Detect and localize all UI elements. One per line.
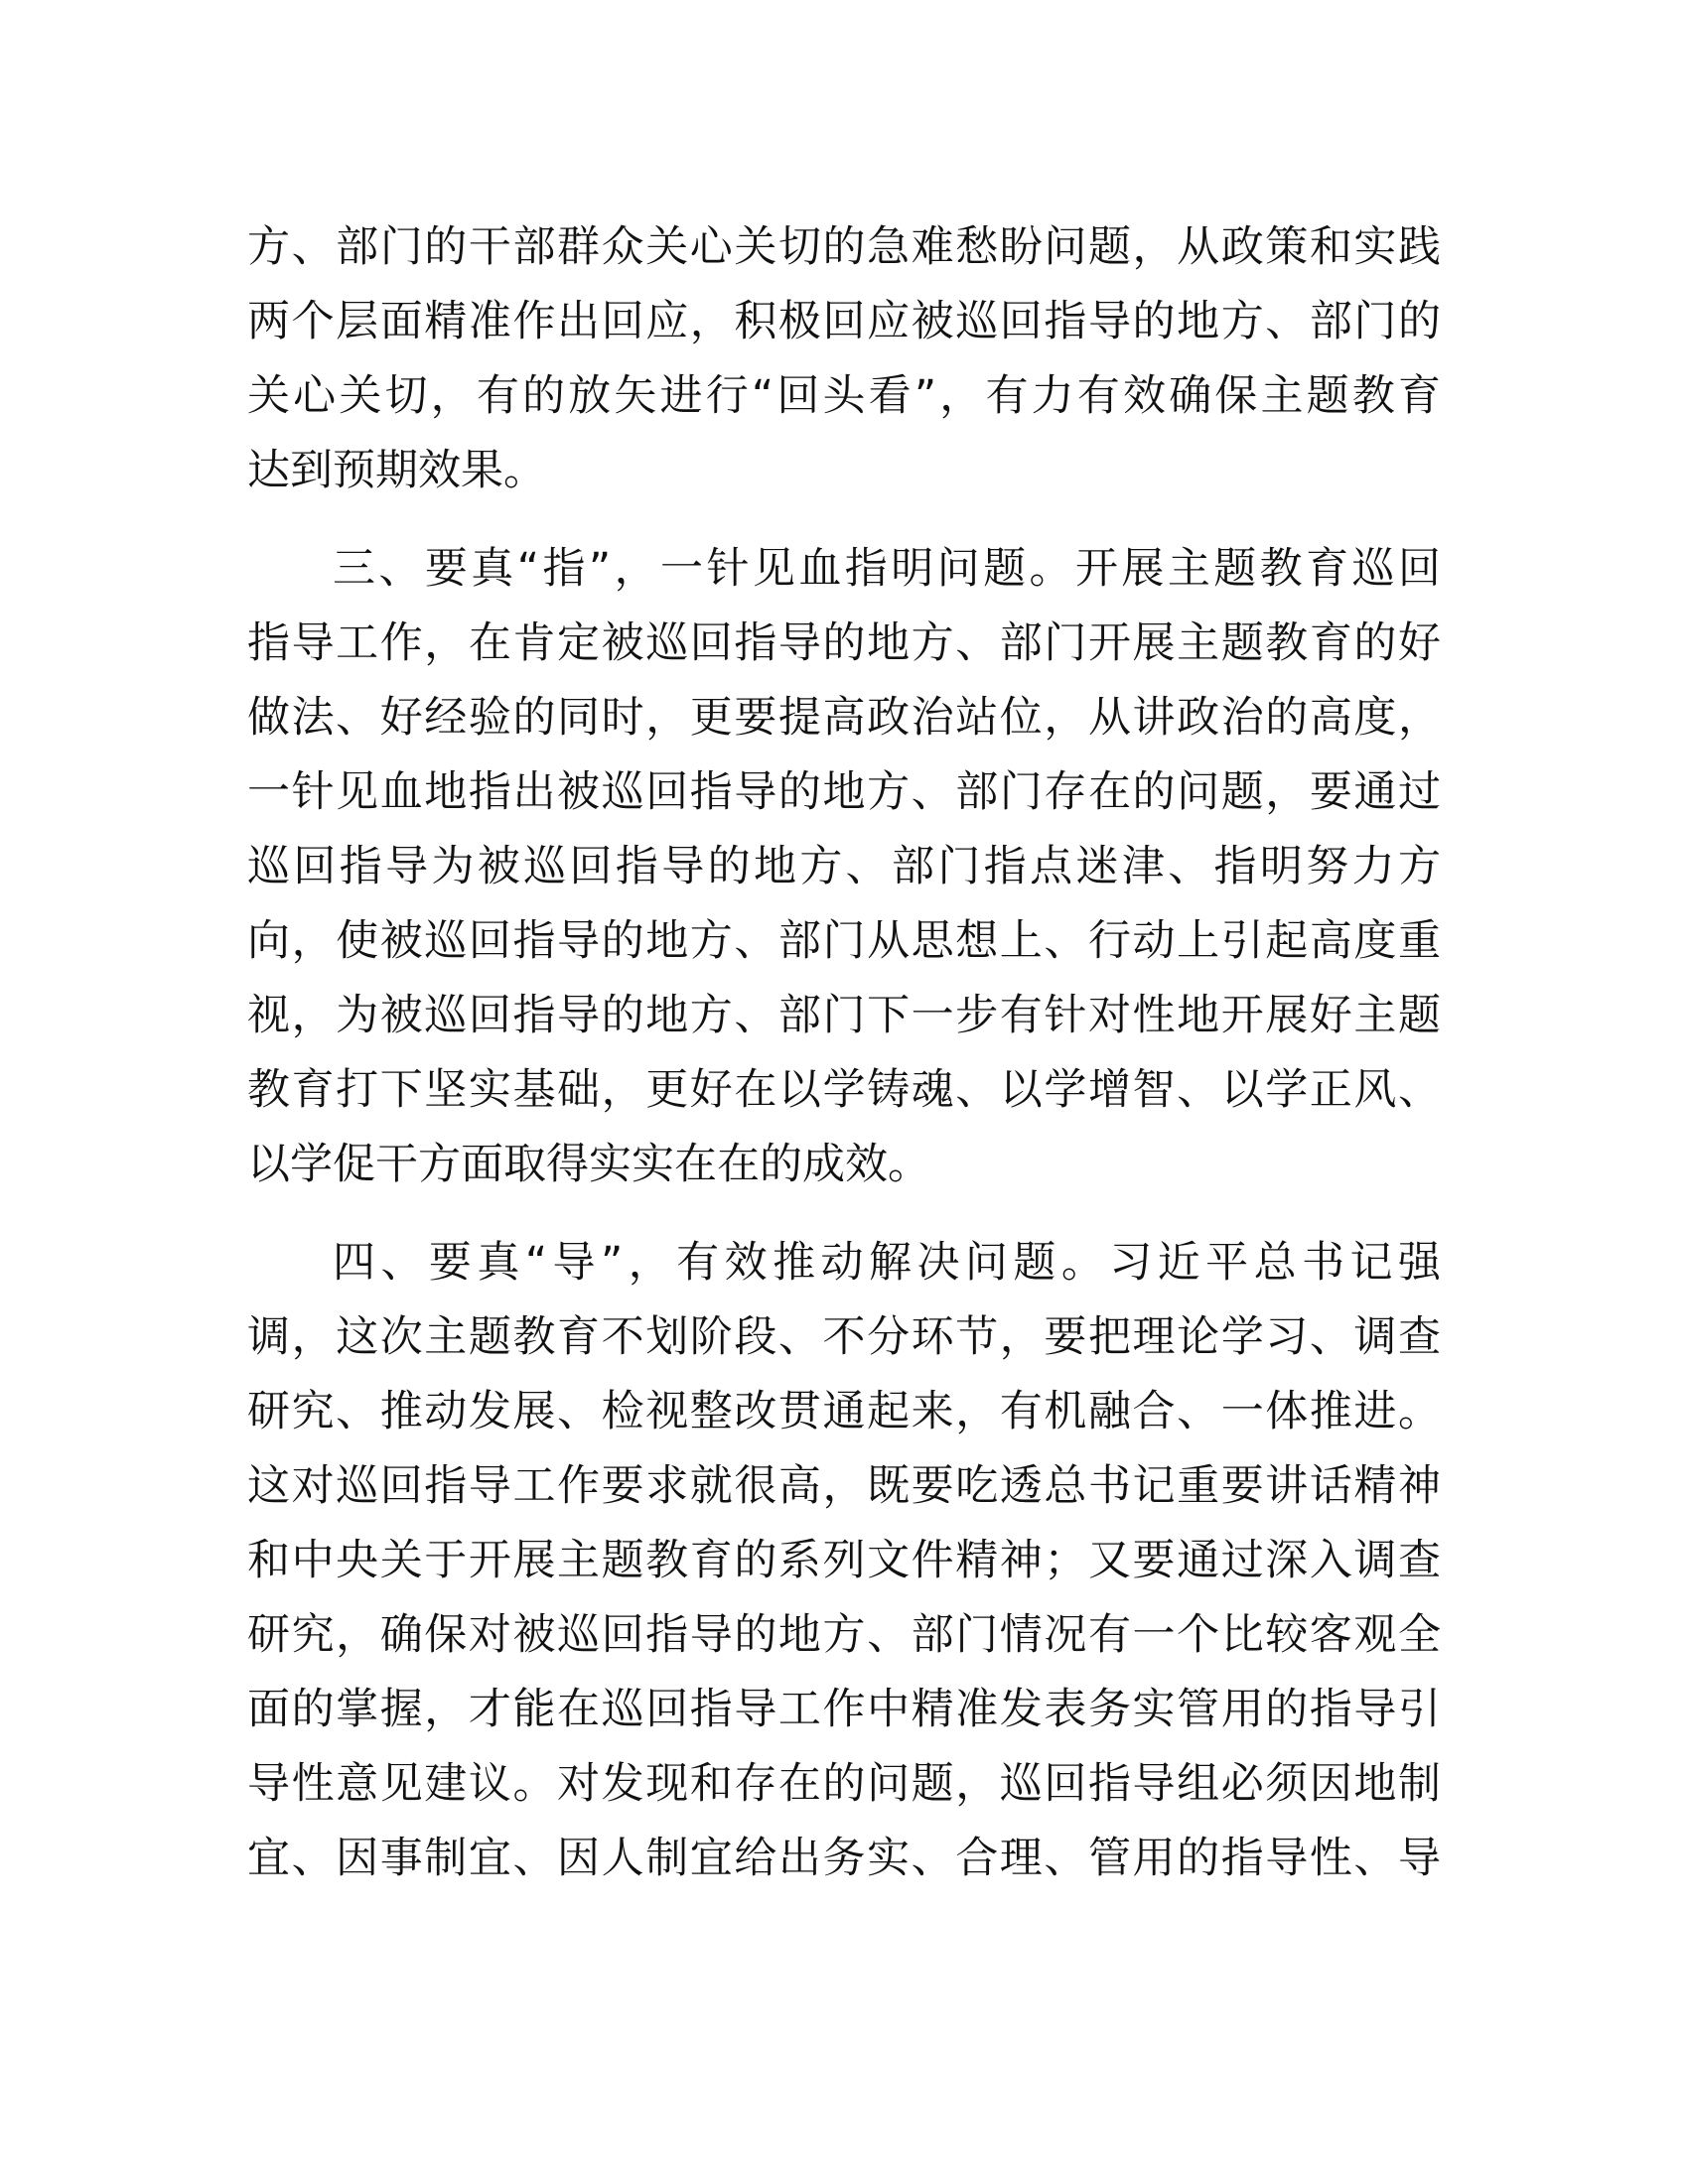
document-page [247, 210, 1441, 1896]
text-line: 和中央关于开展主题教育的系列文件精神；又要通过深入调查 [247, 1536, 1441, 1585]
text-line: 关心关切，有的放矢进行“回头看”，有力有效确保主题教育 [247, 371, 1441, 421]
text-line: 面的掌握，才能在巡回指导工作中精准发表务实管用的指导引 [247, 1685, 1441, 1734]
text-line: 宜、因事制宜、因人制宜给出务实、合理、管用的指导性、导 [247, 1834, 1441, 1883]
text-line: 三、要真“指”，一针见血指明问题。开展主题教育巡回 [333, 544, 1441, 594]
text-line: 一针见血地指出被巡回指导的地方、部门存在的问题，要通过 [247, 767, 1441, 817]
text-line: 两个层面精准作出回应，积极回应被巡回指导的地方、部门的 [247, 297, 1441, 346]
text-line: 研究、推动发展、检视整改贯通起来，有机融合、一体推进。 [247, 1387, 1441, 1436]
text-line: 视，为被巡回指导的地方、部门下一步有针对性地开展好主题 [247, 991, 1441, 1040]
text-line: 达到预期效果。 [247, 446, 546, 495]
text-line: 向，使被巡回指导的地方、部门从思想上、行动上引起高度重 [247, 916, 1441, 966]
text-line: 研究，确保对被巡回指导的地方、部门情况有一个比较客观全 [247, 1610, 1441, 1660]
paragraph-section-four [247, 1226, 1441, 1896]
text-line: 调，这次主题教育不划阶段、不分环节，要把理论学习、调查 [247, 1312, 1441, 1362]
paragraph-section-three [247, 532, 1441, 1202]
text-line: 这对巡回指导工作要求就很高，既要吃透总书记重要讲话精神 [247, 1461, 1441, 1511]
text-line: 做法、好经验的同时，更要提高政治站位，从讲政治的高度， [247, 693, 1441, 743]
text-line: 指导工作，在肯定被巡回指导的地方、部门开展主题教育的好 [247, 618, 1441, 668]
text-line: 以学促干方面取得实实在在的成效。 [247, 1140, 930, 1189]
paragraph-continuation [247, 210, 1441, 508]
text-line: 教育打下坚实基础，更好在以学铸魂、以学增智、以学正风、 [247, 1065, 1441, 1115]
text-line: 导性意见建议。对发现和存在的问题，巡回指导组必须因地制 [247, 1759, 1441, 1809]
text-line: 四、要真“导”，有效推动解决问题。习近平总书记强 [333, 1238, 1441, 1288]
text-line: 方、部门的干部群众关心关切的急难愁盼问题，从政策和实践 [247, 222, 1441, 272]
text-line: 巡回指导为被巡回指导的地方、部门指点迷津、指明努力方 [247, 842, 1441, 891]
